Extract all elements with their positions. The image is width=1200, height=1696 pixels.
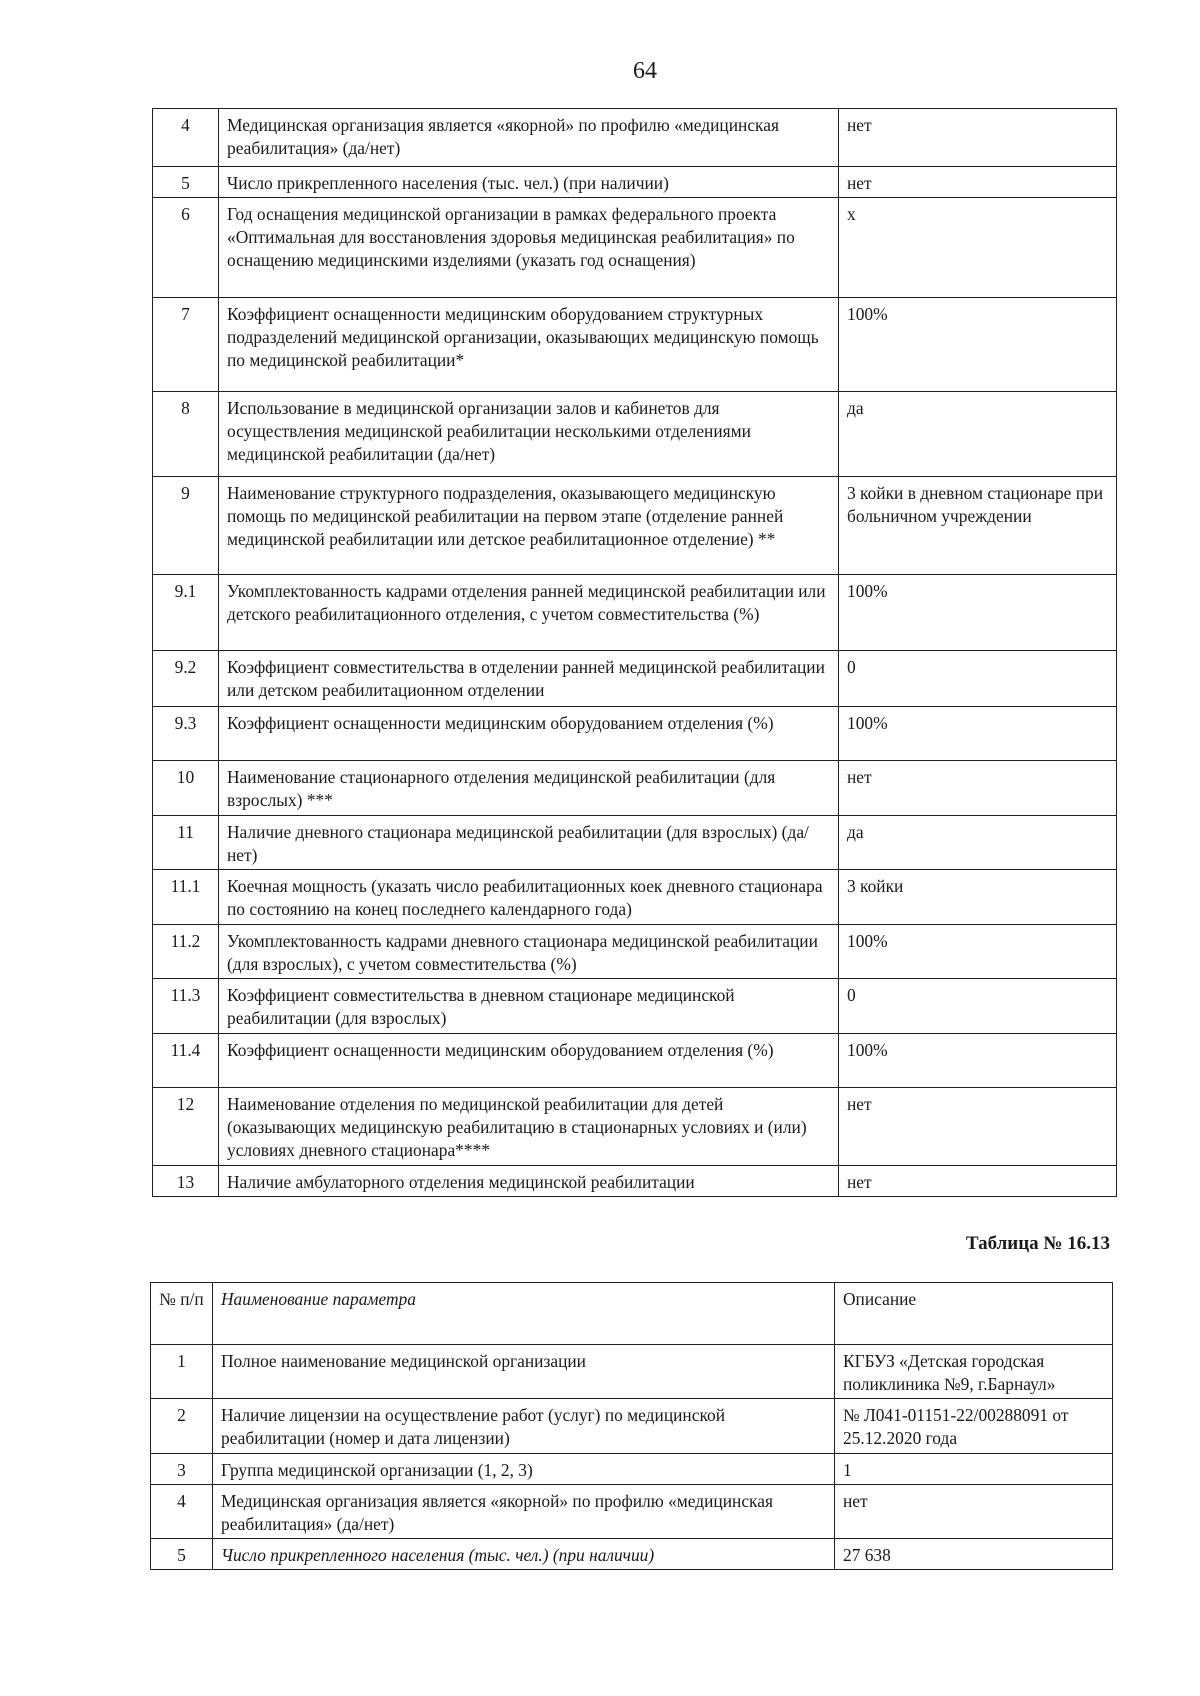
column-header-number: № п/п [151,1283,213,1345]
row-number: 11 [153,816,219,870]
table-row [153,651,1117,707]
row-number: 7 [153,298,219,392]
parameter-cell: Коечная мощность (указать число реабилитационных коек дневного стационара по состоянию на конец последнего календарного года) [219,870,839,925]
value-cell: КГБУЗ «Детская городская поликлиника №9, г.Барнаул» [835,1345,1113,1399]
row-number: 4 [151,1485,213,1539]
table-row [153,109,1117,167]
row-number: 11.3 [153,979,219,1034]
value-cell: 3 койки [839,870,1117,925]
value-cell: 100% [839,575,1117,651]
column-header-parameter: Наименование параметра [213,1283,835,1345]
parameter-cell: Наличие дневного стационара медицинской реабилитации (для взрослых) (да/нет) [219,816,839,870]
column-header-value: Описание [835,1283,1113,1345]
table-row [153,167,1117,198]
table-row [153,925,1117,979]
table-row [153,298,1117,392]
row-number: 11.4 [153,1034,219,1088]
value-cell: х [839,198,1117,298]
value-cell: нет [839,109,1117,167]
table-row [151,1485,1113,1539]
table-row [151,1539,1113,1570]
parameter-cell: Медицинская организация является «якорной» по профилю «медицинская реабилитация» (да/нет) [213,1485,835,1539]
row-number: 3 [151,1454,213,1485]
parameter-cell: Наименование стационарного отделения медицинской реабилитации (для взрослых) *** [219,761,839,816]
parameter-cell: Число прикрепленного населения (тыс. чел.) (при наличии) [213,1539,835,1570]
value-cell: 100% [839,1034,1117,1088]
table-16-13 [150,1282,1113,1570]
value-cell: № Л041-01151-22/00288091 от 25.12.2020 года [835,1399,1113,1454]
table-row [153,707,1117,761]
parameter-cell: Медицинская организация является «якорной» по профилю «медицинская реабилитация» (да/нет) [219,109,839,167]
table-row [151,1454,1113,1485]
parameter-cell: Наличие амбулаторного отделения медицинской реабилитации [219,1166,839,1197]
value-cell: нет [839,1088,1117,1166]
table-header-row [151,1283,1113,1345]
row-number: 10 [153,761,219,816]
table-row [151,1345,1113,1399]
parameter-cell: Полное наименование медицинской организации [213,1345,835,1399]
value-cell: да [839,392,1117,477]
value-cell: нет [839,1166,1117,1197]
row-number: 11.2 [153,925,219,979]
parameter-cell: Число прикрепленного населения (тыс. чел.) (при наличии) [219,167,839,198]
table-row [153,1034,1117,1088]
row-number: 2 [151,1399,213,1454]
row-number: 13 [153,1166,219,1197]
row-number: 12 [153,1088,219,1166]
parameter-cell: Коэффициент совместительства в дневном стационаре медицинской реабилитации (для взрослых) [219,979,839,1034]
row-number: 1 [151,1345,213,1399]
parameter-cell: Коэффициент оснащенности медицинским оборудованием структурных подразделений медицинской организации, оказывающих медицинскую помощь по медицинской реабилитации* [219,298,839,392]
value-cell: да [839,816,1117,870]
table-row [153,1166,1117,1197]
table-caption: Таблица № 16.13 [965,1233,1110,1254]
table-row [153,575,1117,651]
value-cell: 100% [839,298,1117,392]
value-cell: нет [839,761,1117,816]
row-number: 8 [153,392,219,477]
value-cell: 27 638 [835,1539,1113,1570]
page-number: 64 [633,58,657,84]
row-number: 5 [151,1539,213,1570]
table-row [153,816,1117,870]
row-number: 6 [153,198,219,298]
row-number: 4 [153,109,219,167]
value-cell: 100% [839,925,1117,979]
value-cell: 3 койки в дневном стационаре при больничном учреждении [839,477,1117,575]
table-row [153,870,1117,925]
parameter-cell: Коэффициент оснащенности медицинским оборудованием отделения (%) [219,1034,839,1088]
parameter-cell: Группа медицинской организации (1, 2, 3) [213,1454,835,1485]
parameter-cell: Коэффициент оснащенности медицинским оборудованием отделения (%) [219,707,839,761]
row-number: 9.3 [153,707,219,761]
parameter-cell: Коэффициент совместительства в отделении ранней медицинской реабилитации или детском реабилитационном отделении [219,651,839,707]
row-number: 9 [153,477,219,575]
parameter-cell: Укомплектованность кадрами дневного стационара медицинской реабилитации (для взрослых), с учетом совместительства (%) [219,925,839,979]
table-continued [152,108,1117,1197]
table-row [153,1088,1117,1166]
table-row [153,761,1117,816]
value-cell: 100% [839,707,1117,761]
parameter-cell: Наименование отделения по медицинской реабилитации для детей (оказывающих медицинскую реабилитацию в стационарных условиях и (или) условиях дневного стационара**** [219,1088,839,1166]
value-cell: нет [835,1485,1113,1539]
row-number: 9.2 [153,651,219,707]
value-cell: 1 [835,1454,1113,1485]
table-row [153,392,1117,477]
parameter-cell: Наличие лицензии на осуществление работ (услуг) по медицинской реабилитации (номер и дата лицензии) [213,1399,835,1454]
row-number: 9.1 [153,575,219,651]
table-row [153,477,1117,575]
value-cell: 0 [839,651,1117,707]
table-row [153,979,1117,1034]
parameter-cell: Укомплектованность кадрами отделения ранней медицинской реабилитации или детского реабилитационного отделения, с учетом совместительства (%) [219,575,839,651]
table-row [151,1399,1113,1454]
parameter-cell: Наименование структурного подразделения, оказывающего медицинскую помощь по медицинской реабилитации на первом этапе (отделение ранней медицинской реабилитации или детское реабилитационное отделение) ** [219,477,839,575]
value-cell: 0 [839,979,1117,1034]
row-number: 5 [153,167,219,198]
parameter-cell: Использование в медицинской организации залов и кабинетов для осуществления медицинской реабилитации несколькими отделениями медицинской реабилитации (да/нет) [219,392,839,477]
table-row [153,198,1117,298]
parameter-cell: Год оснащения медицинской организации в рамках федерального проекта «Оптимальная для восстановления здоровья медицинская реабилитация» по оснащению медицинскими изделиями (указать год оснащения) [219,198,839,298]
row-number: 11.1 [153,870,219,925]
value-cell: нет [839,167,1117,198]
